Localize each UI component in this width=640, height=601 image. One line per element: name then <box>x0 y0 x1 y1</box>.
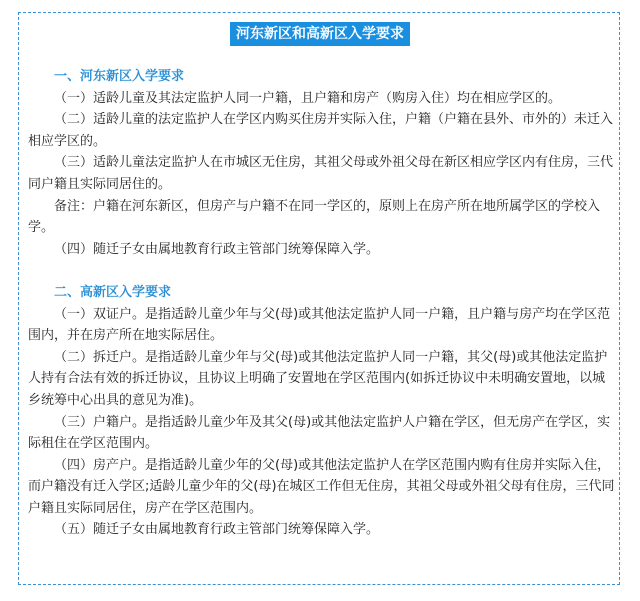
paragraph: （四）随迁子女由属地教育行政主管部门统筹保障入学。 <box>54 241 380 257</box>
title-container <box>0 22 640 46</box>
document-body <box>28 66 618 541</box>
paragraph: （二）适龄儿童的法定监护人在学区内购买住房并实际入住，户籍（户籍在县外、市外的）未迁入相应学区的。 <box>28 112 614 149</box>
note-paragraph: 备注：户籍在河东新区，但房产与户籍不在同一学区的，原则上在房产所在地所属学区的学校入学。 <box>28 198 601 236</box>
paragraph: （四）房产户。是指适龄儿童少年的父(母)或其他法定监护人在学区范围内购有住房并实际入住，而户籍没有迁入学区;适龄儿童少年的父(母)在城区工作但无住房，其祖父母或外祖父母有住房，三代同户籍且实际同居住，房产在学区范围内。 <box>28 457 615 516</box>
page-title: 河东新区和高新区入学要求 <box>230 22 410 46</box>
paragraph: （一）双证户。是指适龄儿童少年与父(母)或其他法定监护人同一户籍，且户籍与房产均在学区范围内，并在房产所在地实际居住。 <box>28 306 611 344</box>
paragraph: （五）随迁子女由属地教育行政主管部门统筹保障入学。 <box>54 522 380 538</box>
paragraph: （二）拆迁户。是指适龄儿童少年与父(母)或其他法定监护人同一户籍，其父(母)或其他法定监护人持有合法有效的拆迁协议，且协议上明确了安置地在学区范围内(如拆迁协议中未明确安置地，以城乡统筹中心出具的意见为准)。 <box>28 349 608 408</box>
section-heading-gaoxin: 二、高新区入学要求 <box>54 284 172 300</box>
paragraph: （三）适龄儿童法定监护人在市城区无住房，其祖父母或外祖父母在新区相应学区内有住房，三代同户籍且实际同居住的。 <box>28 155 614 192</box>
section-heading-hedong: 一、河东新区入学要求 <box>54 69 185 84</box>
paragraph: （一）适龄儿童及其法定监护人同一户籍，且户籍和房产（购房入住）均在相应学区的。 <box>54 90 562 106</box>
section-spacer <box>28 260 618 282</box>
paragraph: （三）户籍户。是指适龄儿童少年及其父(母)或其他法定监护人户籍在学区，但无房产在学区，实际租住在学区范围内。 <box>28 414 611 452</box>
